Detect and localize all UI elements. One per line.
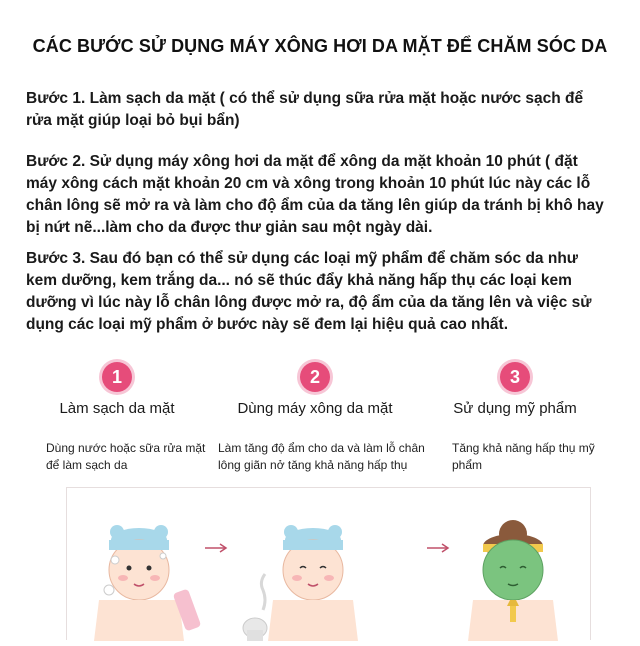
step-title: Dùng máy xông da mặt bbox=[237, 400, 393, 417]
step-column-3 bbox=[420, 362, 610, 417]
arrow-right-icon bbox=[205, 544, 226, 552]
step-description: Tăng khả năng hấp thụ mỹ phẩm bbox=[452, 441, 595, 472]
step2-paragraph: Bước 2. Sử dụng máy xông hơi da mặt để xông da mặt khoản 10 phút ( đặt máy xông cách mặt khoản 20 cm và xông trong khoản 10 phút lúc này các lỗ chân lông sẽ mở ra và làm cho độ ẩm của da tăng lên giúp da tránh bị khô hay bị nứt nẽ...làm cho da được thư giản sau một ngày dài. bbox=[26, 153, 604, 236]
step-title: Sử dụng mỹ phẩm bbox=[453, 400, 577, 417]
steps-illustration bbox=[67, 488, 592, 641]
face-mask-illustration bbox=[468, 520, 558, 641]
step-column-1 bbox=[22, 362, 212, 417]
step-description: Làm tăng độ ẩm cho da và làm lỗ chân lông giãn nở tăng khả năng hấp thụ bbox=[218, 441, 425, 472]
illustration-panel bbox=[66, 487, 591, 640]
face-washing-illustration bbox=[94, 525, 201, 641]
step-number-badge: 1 bbox=[102, 362, 132, 392]
page-title: CÁC BƯỚC SỬ DỤNG MÁY XÔNG HƠI DA MẶT ĐỂ CHĂM SÓC DA bbox=[32, 36, 608, 56]
face-steaming-illustration bbox=[243, 525, 358, 641]
step-column-2 bbox=[220, 362, 410, 417]
arrow-right-icon bbox=[427, 544, 448, 552]
step3-paragraph: Bước 3. Sau đó bạn có thể sử dụng các loại mỹ phẩm để chăm sóc da như kem dưỡng, kem trắng da... nó sẽ thúc đẩy khả năng hấp thụ các loại kem dưỡng vì lúc này lỗ chân lông được mở ra, độ ẩm của da tăng lên và việc sử dụng các loại mỹ phẩm ở bước này sẽ đem lại hiệu quả cao nhất. bbox=[26, 250, 592, 333]
step-description: Dùng nước hoặc sữa rửa mặt để làm sạch da bbox=[46, 441, 206, 472]
step1-paragraph: Bước 1. Làm sạch da mặt ( có thể sử dụng sữa rửa mặt hoặc nước sạch để rửa mặt giúp loại bỏ bụi bẩn) bbox=[26, 90, 584, 129]
step-title: Làm sạch da mặt bbox=[59, 400, 175, 417]
step-number-badge: 2 bbox=[300, 362, 330, 392]
step-number-badge: 3 bbox=[500, 362, 530, 392]
